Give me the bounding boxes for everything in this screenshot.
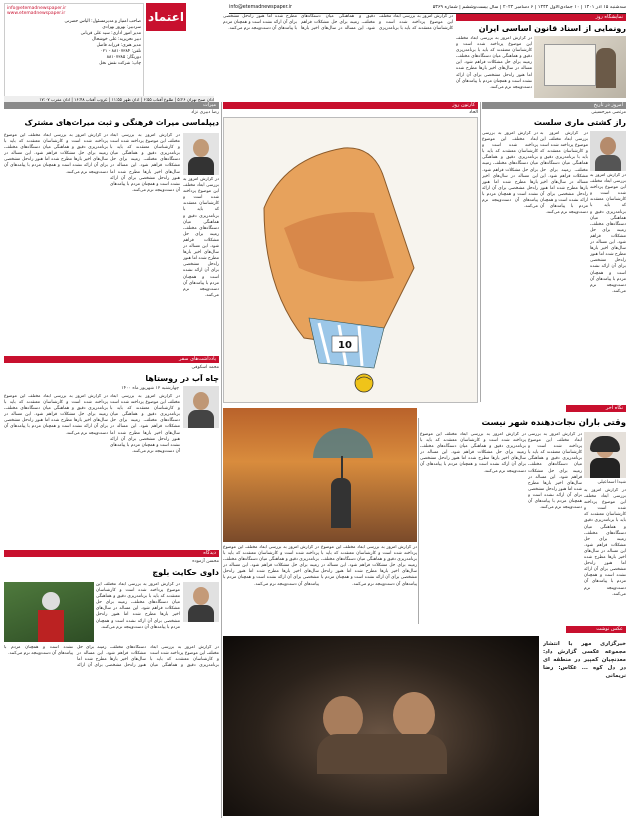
credit-line: سردبیر: بهروز بهزادی bbox=[102, 25, 141, 30]
cartoon-panel bbox=[223, 117, 478, 403]
history-body-3: در گزارش امروز به بررسی ابعاد مختلف این موضوع پرداخته شده است و کارشناسان معتقدند که باید با برنامه‌ریزی دقیق و هماهنگی میان دستگاه‌های مختلف، زمینه برای حل مشکلات فراهم شود. این مساله در سال‌های اخیر بارها مطرح شده اما هنوز راه‌حل مشخصی برای آن ارائه نشده است و همچنان مردم با پیامدهای آن دست‌وپنجه نرم می‌کنند. bbox=[590, 173, 626, 294]
editorial-section-label: نگاه آخر bbox=[605, 405, 623, 411]
heritage-body-1: در گزارش امروز به بررسی ابعاد مختلف این موضوع پرداخته شده است و کارشناسان معتقدند که باید با برنامه‌ریزی دقیق و هماهنگی میان دستگاه‌های مختلف، زمینه برای حل مشکلات فراهم شود. این مساله در سال‌های اخیر بارها مطرح شده اما هنوز راه‌حل مشخصی برای آن ارائه نشده است و همچنان مردم با پیامدهای آن دست‌وپنجه نرم می‌کنند. bbox=[110, 133, 180, 193]
history-title: راز کشتی ماری سلست bbox=[533, 118, 626, 127]
history-section-bar bbox=[482, 102, 626, 109]
column3-story-photo bbox=[4, 582, 94, 642]
editorial-title: وقتی باران نجات‌دهنده شهر نیست bbox=[481, 418, 626, 428]
date-line: سه‌شنبه ۱۵ آذر ۱۴۰۱ | ۱۰ جمادی‌الاول ۱۴۴۴ | ۶ دسامبر ۲۰۲۲ | سال بیست‌وششم | شماره ۵۳۶۹ bbox=[432, 5, 626, 10]
heritage-title: دیپلماسی میراث فرهنگی و ثبت میراث‌های مشترک bbox=[24, 118, 219, 127]
editorial-body-3: در گزارش امروز به بررسی ابعاد مختلف این موضوع پرداخته شده است و کارشناسان معتقدند که باید با برنامه‌ریزی دقیق و هماهنگی میان دستگاه‌های مختلف، زمینه برای حل مشکلات فراهم شود. این مساله در سال‌های اخیر بارها مطرح شده اما هنوز راه‌حل مشخصی برای آن ارائه نشده است و همچنان مردم با پیامدهای آن دست‌وپنجه نرم می‌کنند. bbox=[420, 432, 526, 474]
history-section-label: امروز در تاریخ bbox=[593, 102, 623, 108]
column2-section-label: یادداشت‌های سفر bbox=[179, 356, 216, 362]
top-right-section-label: نمایشگاه روز bbox=[595, 14, 623, 20]
cartoon-credit: الحاد bbox=[469, 110, 478, 115]
rain-body-2: در گزارش امروز به بررسی ابعاد مختلف این موضوع پرداخته شده است و کارشناسان معتقدند که باید با برنامه‌ریزی دقیق و هماهنگی میان دستگاه‌های مختلف، زمینه برای حل مشکلات فراهم شود. این مساله در سال‌های اخیر بارها مطرح شده اما هنوز راه‌حل مشخصی برای آن ارائه نشده است و همچنان مردم با پیامدهای آن دست‌وپنجه نرم می‌کنند. bbox=[321, 545, 417, 587]
rain-umbrella-photo bbox=[223, 408, 417, 542]
history-author: مرتضی میرحسینی bbox=[591, 110, 626, 115]
editorial-author-photo bbox=[584, 432, 626, 478]
heritage-author-photo bbox=[183, 133, 219, 175]
bottom-photo-caption: خبرگزاری مهر با انتشار مجموعه عکسی گزارش داد: معدنچیان کمپیر در منطقه ای در دل کوه ... عکاس: رضا نریمانی bbox=[543, 641, 626, 679]
exhibition-photo bbox=[534, 36, 626, 98]
rain-body-1: در گزارش امروز به بررسی ابعاد مختلف این موضوع پرداخته شده است و کارشناسان معتقدند که باید با برنامه‌ریزی دقیق و هماهنگی میان دستگاه‌های مختلف، زمینه برای حل مشکلات فراهم شود. این مساله در سال‌های اخیر بارها مطرح شده اما هنوز راه‌حل مشخصی برای آن ارائه نشده است و همچنان مردم با پیامدهای آن دست‌وپنجه نرم می‌کنند. bbox=[223, 545, 319, 587]
credit-line: مدیر هنری: فرزانه فاضل bbox=[96, 43, 141, 48]
cartoon-section-label: کارتون روز bbox=[452, 102, 475, 108]
credits-box bbox=[4, 3, 144, 98]
col-rule-3 bbox=[418, 418, 419, 624]
top-right-body: در گزارش امروز به بررسی ابعاد مختلف این موضوع پرداخته شده است و کارشناسان معتقدند که باید با برنامه‌ریزی دقیق و هماهنگی میان دستگاه‌های مختلف، زمینه برای حل مشکلات فراهم شود. این مساله در سال‌های اخیر بارها مطرح شده اما هنوز راه‌حل مشخصی برای آن ارائه نشده است و همچنان مردم با پیامدهای آن دست‌وپنجه نرم می‌کنند. bbox=[456, 36, 532, 90]
bottom-photo-section-bar bbox=[566, 626, 626, 633]
col-rule-2 bbox=[480, 102, 481, 402]
top-mid-body: در گزارش امروز به بررسی ابعاد مختلف این موضوع پرداخته شده است و کارشناسان معتقدند که باید با برنامه‌ریزی دقیق و هماهنگی میان دستگاه‌های مختلف، زمینه برای حل مشکلات فراهم شود. این مساله در سال‌های اخیر بارها مطرح شده اما هنوز راه‌حل مشخصی برای آن ارائه نشده است و همچنان مردم با پیامدهای آن دست‌وپنجه نرم می‌کنند. bbox=[223, 14, 453, 32]
credit-line: چاپ: شرکت نقش نخل bbox=[99, 61, 141, 66]
editorial-author: شیدا اسماعیلی bbox=[597, 480, 626, 485]
prayer-times-text: اذان صبح تهران ۵:۲۶ | طلوع آفتاب ۶:۵۵ | اذان ظهر ۱۱:۵۵ | غروب آفتاب ۱۶:۴۸ | اذان مغرب ۱۷:۰۷ bbox=[39, 97, 214, 102]
column3-title: داوِی حکایت بلوچ bbox=[152, 568, 219, 577]
top-right-title: رونمایی از اسناد قانون اساسی ایران bbox=[478, 24, 626, 33]
heritage-section-label: میراث bbox=[202, 102, 216, 108]
cartoon-section-bar bbox=[223, 102, 478, 109]
history-body-1: در گزارش امروز به بررسی ابعاد مختلف این موضوع پرداخته شده است و کارشناسان معتقدند که باید با برنامه‌ریزی دقیق و هماهنگی میان دستگاه‌های مختلف، زمینه برای حل مشکلات فراهم شود. این مساله در سال‌های اخیر بارها مطرح شده اما هنوز راه‌حل مشخصی برای آن ارائه نشده است و همچنان مردم با پیامدهای آن دست‌وپنجه نرم می‌کنند. bbox=[540, 131, 588, 216]
website-text: www.etemadnewspaper.ir bbox=[7, 11, 66, 16]
column3-body-2: در گزارش امروز به بررسی ابعاد مختلف این موضوع پرداخته شده است و کارشناسان معتقدند که باید با برنامه‌ریزی دقیق و هماهنگی میان دستگاه‌های مختلف، زمینه برای حل مشکلات فراهم شود. این مساله در سال‌های اخیر بارها مطرح شده اما هنوز راه‌حل مشخصی برای آن ارائه نشده است و همچنان مردم با پیامدهای آن دست‌وپنجه نرم می‌کنند. bbox=[4, 645, 219, 669]
column2-title: چاه آب در روستاها bbox=[145, 374, 219, 383]
heritage-body-3: در گزارش امروز به بررسی ابعاد مختلف این موضوع پرداخته شده است و کارشناسان معتقدند که باید با برنامه‌ریزی دقیق و هماهنگی میان دستگاه‌های مختلف، زمینه برای حل مشکلات فراهم شود. این مساله در سال‌های اخیر بارها مطرح شده اما هنوز راه‌حل مشخصی برای آن ارائه نشده است و همچنان مردم با پیامدهای آن دست‌وپنجه نرم می‌کنند. bbox=[183, 177, 219, 298]
credit-line: صاحب امتیاز و مدیرمسئول: الیاس حضرتی bbox=[64, 19, 141, 24]
column2-author-photo bbox=[183, 386, 219, 428]
heritage-body-2: در گزارش امروز به بررسی ابعاد مختلف این موضوع پرداخته شده است و کارشناسان معتقدند که باید با برنامه‌ریزی دقیق و هماهنگی میان دستگاه‌های مختلف، زمینه برای حل مشکلات فراهم شود. این مساله در سال‌های اخیر بارها مطرح شده اما هنوز راه‌حل مشخصی برای آن ارائه نشده است و همچنان مردم با پیامدهای آن دست‌وپنجه نرم می‌کنند. bbox=[4, 133, 108, 175]
miners-photo bbox=[223, 636, 539, 816]
column3-section-label: دیدگاه bbox=[203, 550, 216, 556]
editorial-section-bar bbox=[566, 405, 626, 412]
column2-section-bar bbox=[4, 356, 219, 363]
column3-author-photo bbox=[183, 582, 219, 622]
cartoon-illustration bbox=[224, 118, 477, 402]
column3-section-bar bbox=[4, 550, 219, 557]
editorial-body-2: در گزارش امروز به بررسی ابعاد مختلف این موضوع پرداخته شده است و کارشناسان معتقدند که باید با برنامه‌ریزی دقیق و هماهنگی میان دستگاه‌های مختلف، زمینه برای حل مشکلات فراهم شود. این مساله در سال‌های اخیر بارها مطرح شده اما هنوز راه‌حل مشخصی برای آن ارائه نشده است و همچنان مردم با پیامدهای آن دست‌وپنجه نرم می‌کنند. bbox=[584, 488, 626, 597]
editorial-body-1: در گزارش امروز به بررسی ابعاد مختلف این موضوع پرداخته شده است و کارشناسان معتقدند که باید با برنامه‌ریزی دقیق و هماهنگی میان دستگاه‌های مختلف، زمینه برای حل مشکلات فراهم شود. این مساله در سال‌های اخیر بارها مطرح شده اما هنوز راه‌حل مشخصی برای آن ارائه نشده است و همچنان مردم با پیامدهای آن دست‌وپنجه نرم می‌کنند. bbox=[528, 432, 582, 511]
credit-line: دبیر تحریریه: علی خوشحال bbox=[92, 37, 141, 42]
heritage-author: رضا دبیری نژاد bbox=[191, 110, 219, 115]
bottom-photo-section-label: عکس نوشت bbox=[596, 626, 623, 632]
credit-line: تلفن: ۸۸۱۰۷۳۸۴ - ۰۲۱ bbox=[100, 49, 141, 54]
history-author-photo bbox=[590, 131, 626, 171]
credit-line: دورنگار: ۸۸۱۰۷۳۸۵ bbox=[106, 55, 141, 60]
column2-body-1: در گزارش امروز به بررسی ابعاد مختلف این موضوع پرداخته شده است و کارشناسان معتقدند که باید با برنامه‌ریزی دقیق و هماهنگی میان دستگاه‌های مختلف، زمینه برای حل مشکلات فراهم شود. این مساله در سال‌های اخیر بارها مطرح شده اما هنوز راه‌حل مشخصی برای آن ارائه نشده است و همچنان مردم با پیامدهای آن دست‌وپنجه نرم می‌کنند. bbox=[110, 394, 180, 454]
logo-text: اعتماد bbox=[148, 10, 184, 24]
jersey-number: 10 bbox=[338, 340, 352, 351]
email-text: info@etemadnewspaper.ir bbox=[7, 6, 67, 11]
column3-body-1: در گزارش امروز به بررسی ابعاد مختلف این موضوع پرداخته شده است و کارشناسان معتقدند که باید با برنامه‌ریزی دقیق و هماهنگی میان دستگاه‌های مختلف، زمینه برای حل مشکلات فراهم شود. این مساله در سال‌های اخیر بارها مطرح شده اما هنوز راه‌حل مشخصی برای آن ارائه نشده است و همچنان مردم با پیامدهای آن دست‌وپنجه نرم می‌کنند. bbox=[96, 582, 180, 630]
column2-subtitle: چهارشنبه ۱۲ شهریور ماه ۱۴۰۰ bbox=[121, 386, 179, 391]
history-body-2: در گزارش امروز به بررسی ابعاد مختلف این موضوع پرداخته شده است و کارشناسان معتقدند که باید با برنامه‌ریزی دقیق و هماهنگی میان دستگاه‌های مختلف، زمینه برای حل مشکلات فراهم شود. این مساله در سال‌های اخیر بارها مطرح شده اما هنوز راه‌حل مشخصی برای آن ارائه نشده است و همچنان مردم با پیامدهای آن دست‌وپنجه نرم می‌کنند. bbox=[482, 131, 538, 210]
credit-line: مدیر امور اداری: سید علی قربانی bbox=[80, 31, 141, 36]
column3-author: محسن آزموده bbox=[192, 559, 219, 564]
col-rule-1 bbox=[221, 102, 222, 818]
logo bbox=[146, 3, 186, 31]
heritage-section-bar bbox=[4, 102, 219, 109]
top-right-section-bar bbox=[456, 14, 626, 21]
column2-author: محمد اسکوفی bbox=[191, 365, 219, 370]
credits-list bbox=[7, 19, 141, 67]
email-top: info@etemadnewspaper.ir bbox=[229, 5, 292, 10]
column2-body-2: در گزارش امروز به بررسی ابعاد مختلف این موضوع پرداخته شده است و کارشناسان معتقدند که باید با برنامه‌ریزی دقیق و هماهنگی میان دستگاه‌های مختلف، زمینه برای حل مشکلات فراهم شود. این مساله در سال‌های اخیر بارها مطرح شده اما هنوز راه‌حل مشخصی برای آن ارائه نشده است و همچنان مردم با پیامدهای آن دست‌وپنجه نرم می‌کنند. bbox=[4, 394, 108, 436]
